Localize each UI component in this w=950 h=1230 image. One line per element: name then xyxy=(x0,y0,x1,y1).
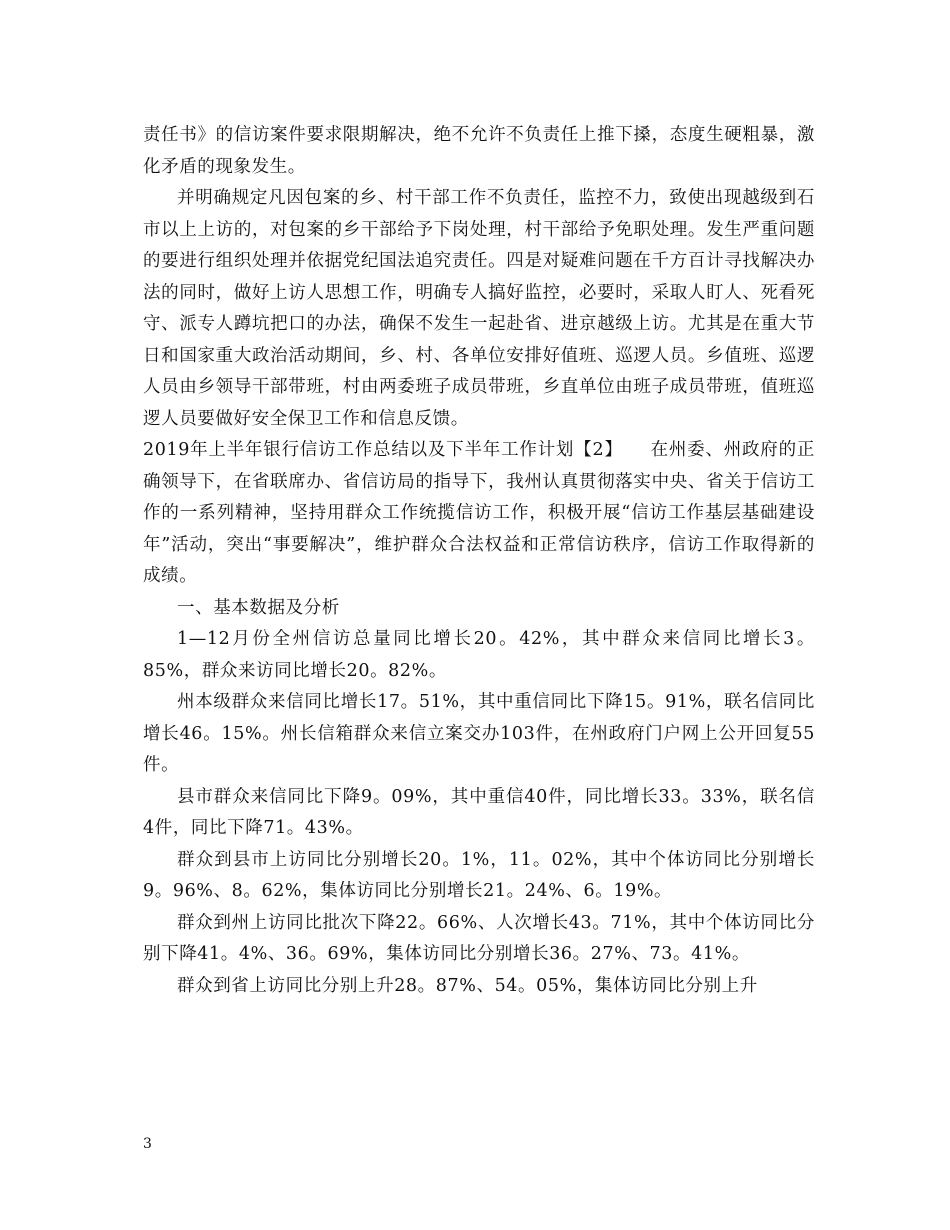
paragraph: 责任书》的信访案件要求限期解决，绝不允许不负责任上推下搡，态度生硬粗暴，激化矛盾的现象发生。 xyxy=(143,125,815,177)
paragraph: 州本级群众来信同比增长17。51%，其中重信同比下降15。91%，联名信同比增长46。15%。州长信箱群众来信立案交办103件，在州政府门户网上公开回复55件。 xyxy=(143,692,815,775)
page-number: 3 xyxy=(143,1136,152,1152)
document-body xyxy=(143,120,815,1002)
paragraph: 群众到州上访同比批次下降22。66%、人次增长43。71%，其中个体访同比分别下降41。4%、36。69%，集体访同比分别增长36。27%、73。41%。 xyxy=(143,912,815,964)
paragraph: 2019年上半年银行信访工作总结以及下半年工作计划【2】 在州委、州政府的正确领导下，在省联席办、省信访局的指导下，我州认真贯彻落实中央、省关于信访工作的一系列精神，坚持用群众工作统揽信访工作，积极开展“信访工作基层基础建设年”活动，突出“事要解决”，维护群众合法权益和正常信访秩序，信访工作取得新的成绩。 xyxy=(143,440,815,586)
paragraph: 群众到省上访同比分别上升28。87%、54。05%，集体访同比分别上升 xyxy=(177,975,758,996)
paragraph: 县市群众来信同比下降9。09%，其中重信40件，同比增长33。33%，联名信4件，同比下降71。43%。 xyxy=(143,786,815,838)
paragraph: 1—12月份全州信访总量同比增长20。42%，其中群众来信同比增长3。85%，群众来访同比增长20。82%。 xyxy=(143,629,815,681)
paragraph: 并明确规定凡因包案的乡、村干部工作不负责任，监控不力，致使出现越级到石市以上上访的，对包案的乡干部给予下岗处理，村干部给予免职处理。发生严重问题的要进行组织处理并依据党纪国法追究责任。四是对疑难问题在千方百计寻找解决办法的同时，做好上访人思想工作，明确专人搞好监控，必要时，采取人盯人、死看死守、派专人蹲坑把口的办法，确保不发生一起赴省、进京越级上访。尤其是在重大节日和国家重大政治活动期间，乡、村、各单位安排好值班、巡逻人员。乡值班、巡逻人员由乡领导干部带班，村由两委班子成员带班，乡直单位由班子成员带班，值班巡逻人员要做好安全保卫工作和信息反馈。 xyxy=(143,188,815,429)
section-heading: 一、基本数据及分析 xyxy=(177,597,340,618)
paragraph: 群众到县市上访同比分别增长20。1%，11。02%，其中个体访同比分别增长9。96%、8。62%，集体访同比分别增长21。24%、6。19%。 xyxy=(143,849,815,901)
